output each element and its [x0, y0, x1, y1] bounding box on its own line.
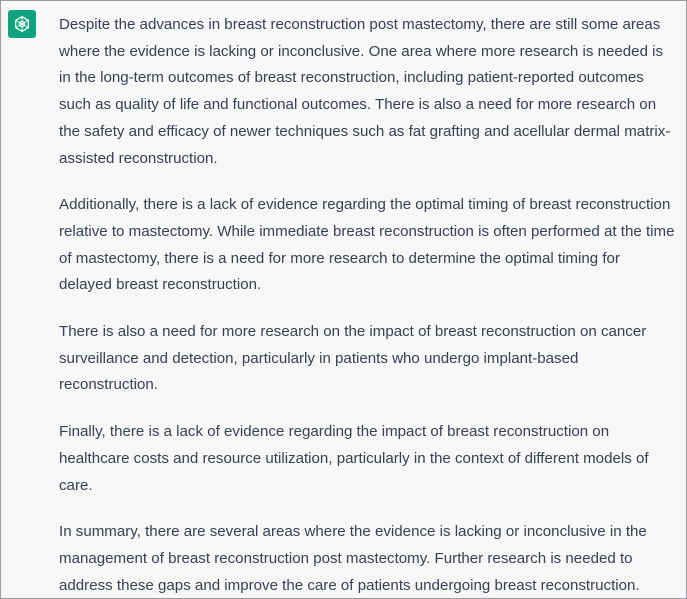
message-paragraph-1: Despite the advances in breast reconstruction post mastectomy, there are still some areas where the evidence is lacking or inconclusive. One area where more research is needed is in the long-term outcomes of breast reconstruction, including patient-reported outcomes such as quality of life and functional outcomes. There is also a need for more research on the safety and efficacy of newer techniques such as fat grafting and acellular dermal matrix-assisted reconstruction.: [59, 16, 671, 167]
message-paragraph-2: Additionally, there is a lack of evidence regarding the optimal timing of breast reconstruction relative to mastectomy. While immediate breast reconstruction is often performed at the time of mastectomy, there is a need for more research to determine the optimal timing for delayed breast reconstruction.: [59, 196, 675, 294]
assistant-avatar: [8, 10, 36, 38]
message-paragraph-4: Finally, there is a lack of evidence regarding the impact of breast reconstruction on healthcare costs and resource utilization, particularly in the context of different models of care.: [59, 423, 649, 494]
message-paragraph-3: There is also a need for more research on the impact of breast reconstruction on cancer surveillance and detection, particularly in patients who undergo implant-based reconstruction.: [59, 323, 647, 394]
openai-logo-icon: [12, 14, 32, 34]
assistant-message: [59, 12, 675, 599]
message-paragraph-5: In summary, there are several areas where the evidence is lacking or inconclusive in the management of breast reconstruction post mastectomy. Further research is needed to address these gaps and improve the care of patients undergoing breast reconstruction.: [59, 523, 647, 594]
